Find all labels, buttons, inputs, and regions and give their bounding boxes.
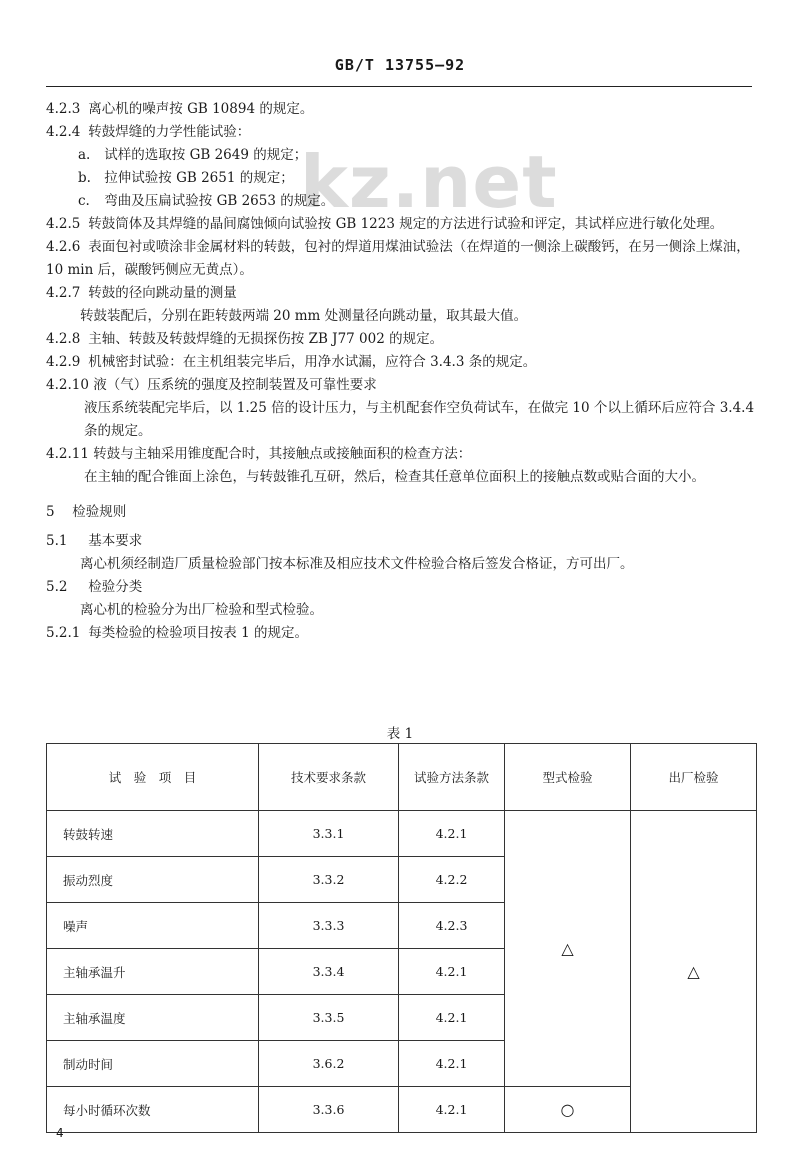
clause-4-2-10-body: 液压系统装配完毕后，以 1.25 倍的设计压力，与主机配套作空负荷试车，在做完 10 个以上循环后应符合 3.4.4 条的规定。 [84,400,755,439]
clause-5-1-body: 离心机须经制造厂质量检验部门按本标准及相应技术文件检验合格后签发合格证，方可出厂。 [80,556,634,572]
row-item: 每小时循环次数 [47,1087,259,1133]
clause-4-2-11: 4.2.11 转鼓与主轴采用锥度配合时，其接触点或接触面积的检查方法： [46,446,472,462]
section-5-heading: 5 检验规则 [46,504,127,520]
clause-4-2-3: 4.2.3 离心机的噪声按 GB 10894 的规定。 [46,101,314,117]
watermark: kz.net [300,140,558,224]
clause-4-2-4: 4.2.4 转鼓焊缝的力学性能试验： [46,124,251,140]
clause-4-2-5: 4.2.5 转鼓筒体及其焊缝的晶间腐蚀倾向试验按 GB 1223 规定的方法进行试验和评定，其试样应进行敏化处理。 [46,216,724,232]
row-item: 制动时间 [47,1041,259,1087]
row-method: 4.2.1 [399,949,505,995]
inspection-items-table [46,743,757,1133]
row-method: 4.2.3 [399,903,505,949]
row-req: 3.3.6 [259,1087,399,1133]
row-item: 噪声 [47,903,259,949]
clause-4-2-6: 4.2.6 表面包衬或喷涂非金属材料的转鼓，包衬的焊道用煤油试验法（在焊道的一侧涂上碳酸钙，在另一侧涂上煤油，10 min 后，碳酸钙侧应无黄点）。 [46,239,750,278]
clause-4-2-7: 4.2.7 转鼓的径向跳动量的测量 [46,285,237,301]
table-header-row [47,744,757,811]
row-item: 振动烈度 [47,857,259,903]
row-method: 4.2.1 [399,1087,505,1133]
table-row [47,811,757,857]
clause-4-2-4-a: a. 试样的选取按 GB 2649 的规定； [78,147,308,163]
clause-4-2-4-b: b. 拉伸试验按 GB 2651 的规定； [78,170,294,186]
clause-4-2-8: 4.2.8 主轴、转鼓及转鼓焊缝的无损探伤按 ZB J77 002 的规定。 [46,331,444,347]
clause-4-2-11-body: 在主轴的配合锥面上涂色，与转鼓锥孔互研，然后，检查其任意单位面积上的接触点数或贴合面的大小。 [84,469,705,485]
page-number: 4 [56,1126,64,1140]
row-req: 3.3.5 [259,995,399,1041]
row-req: 3.3.4 [259,949,399,995]
header-test-item: 试 验 项 目 [47,744,259,811]
row-req: 3.3.2 [259,857,399,903]
clause-5-2-1: 5.2.1 每类检验的检验项目按表 1 的规定。 [46,625,308,641]
row-req: 3.3.3 [259,903,399,949]
type-test-mark-last: ○ [505,1087,631,1133]
header-rule [46,86,752,87]
header-factory-test: 出厂检验 [631,744,757,811]
header-tech-requirement: 技术要求条款 [259,744,399,811]
clause-4-2-9: 4.2.9 机械密封试验：在主机组装完毕后，用净水试漏，应符合 3.4.3 条的规定。 [46,354,537,370]
table-caption: 表 1 [386,726,414,742]
row-method: 4.2.1 [399,995,505,1041]
document-body [46,98,758,645]
row-method: 4.2.1 [399,811,505,857]
standard-code-header: GB/T 13755—92 [334,56,466,74]
clause-5-2-body: 离心机的检验分为出厂检验和型式检验。 [80,602,323,618]
factory-test-mark: △ [631,811,757,1133]
clause-4-2-4-c: c. 弯曲及压扁试验按 GB 2653 的规定。 [78,193,335,209]
row-item: 主轴承温度 [47,995,259,1041]
clause-5-2: 5.2 检验分类 [46,579,143,595]
row-item: 转鼓转速 [47,811,259,857]
clause-4-2-10: 4.2.10 液（气）压系统的强度及控制装置及可靠性要求 [46,377,377,393]
header-test-method: 试验方法条款 [399,744,505,811]
type-test-mark-group: △ [505,811,631,1087]
clause-5-1: 5.1 基本要求 [46,533,143,549]
clause-4-2-7-body: 转鼓装配后，分别在距转鼓两端 20 mm 处测量径向跳动量，取其最大值。 [80,308,528,324]
row-method: 4.2.2 [399,857,505,903]
row-req: 3.3.1 [259,811,399,857]
row-item: 主轴承温升 [47,949,259,995]
row-method: 4.2.1 [399,1041,505,1087]
header-type-test: 型式检验 [505,744,631,811]
row-req: 3.6.2 [259,1041,399,1087]
